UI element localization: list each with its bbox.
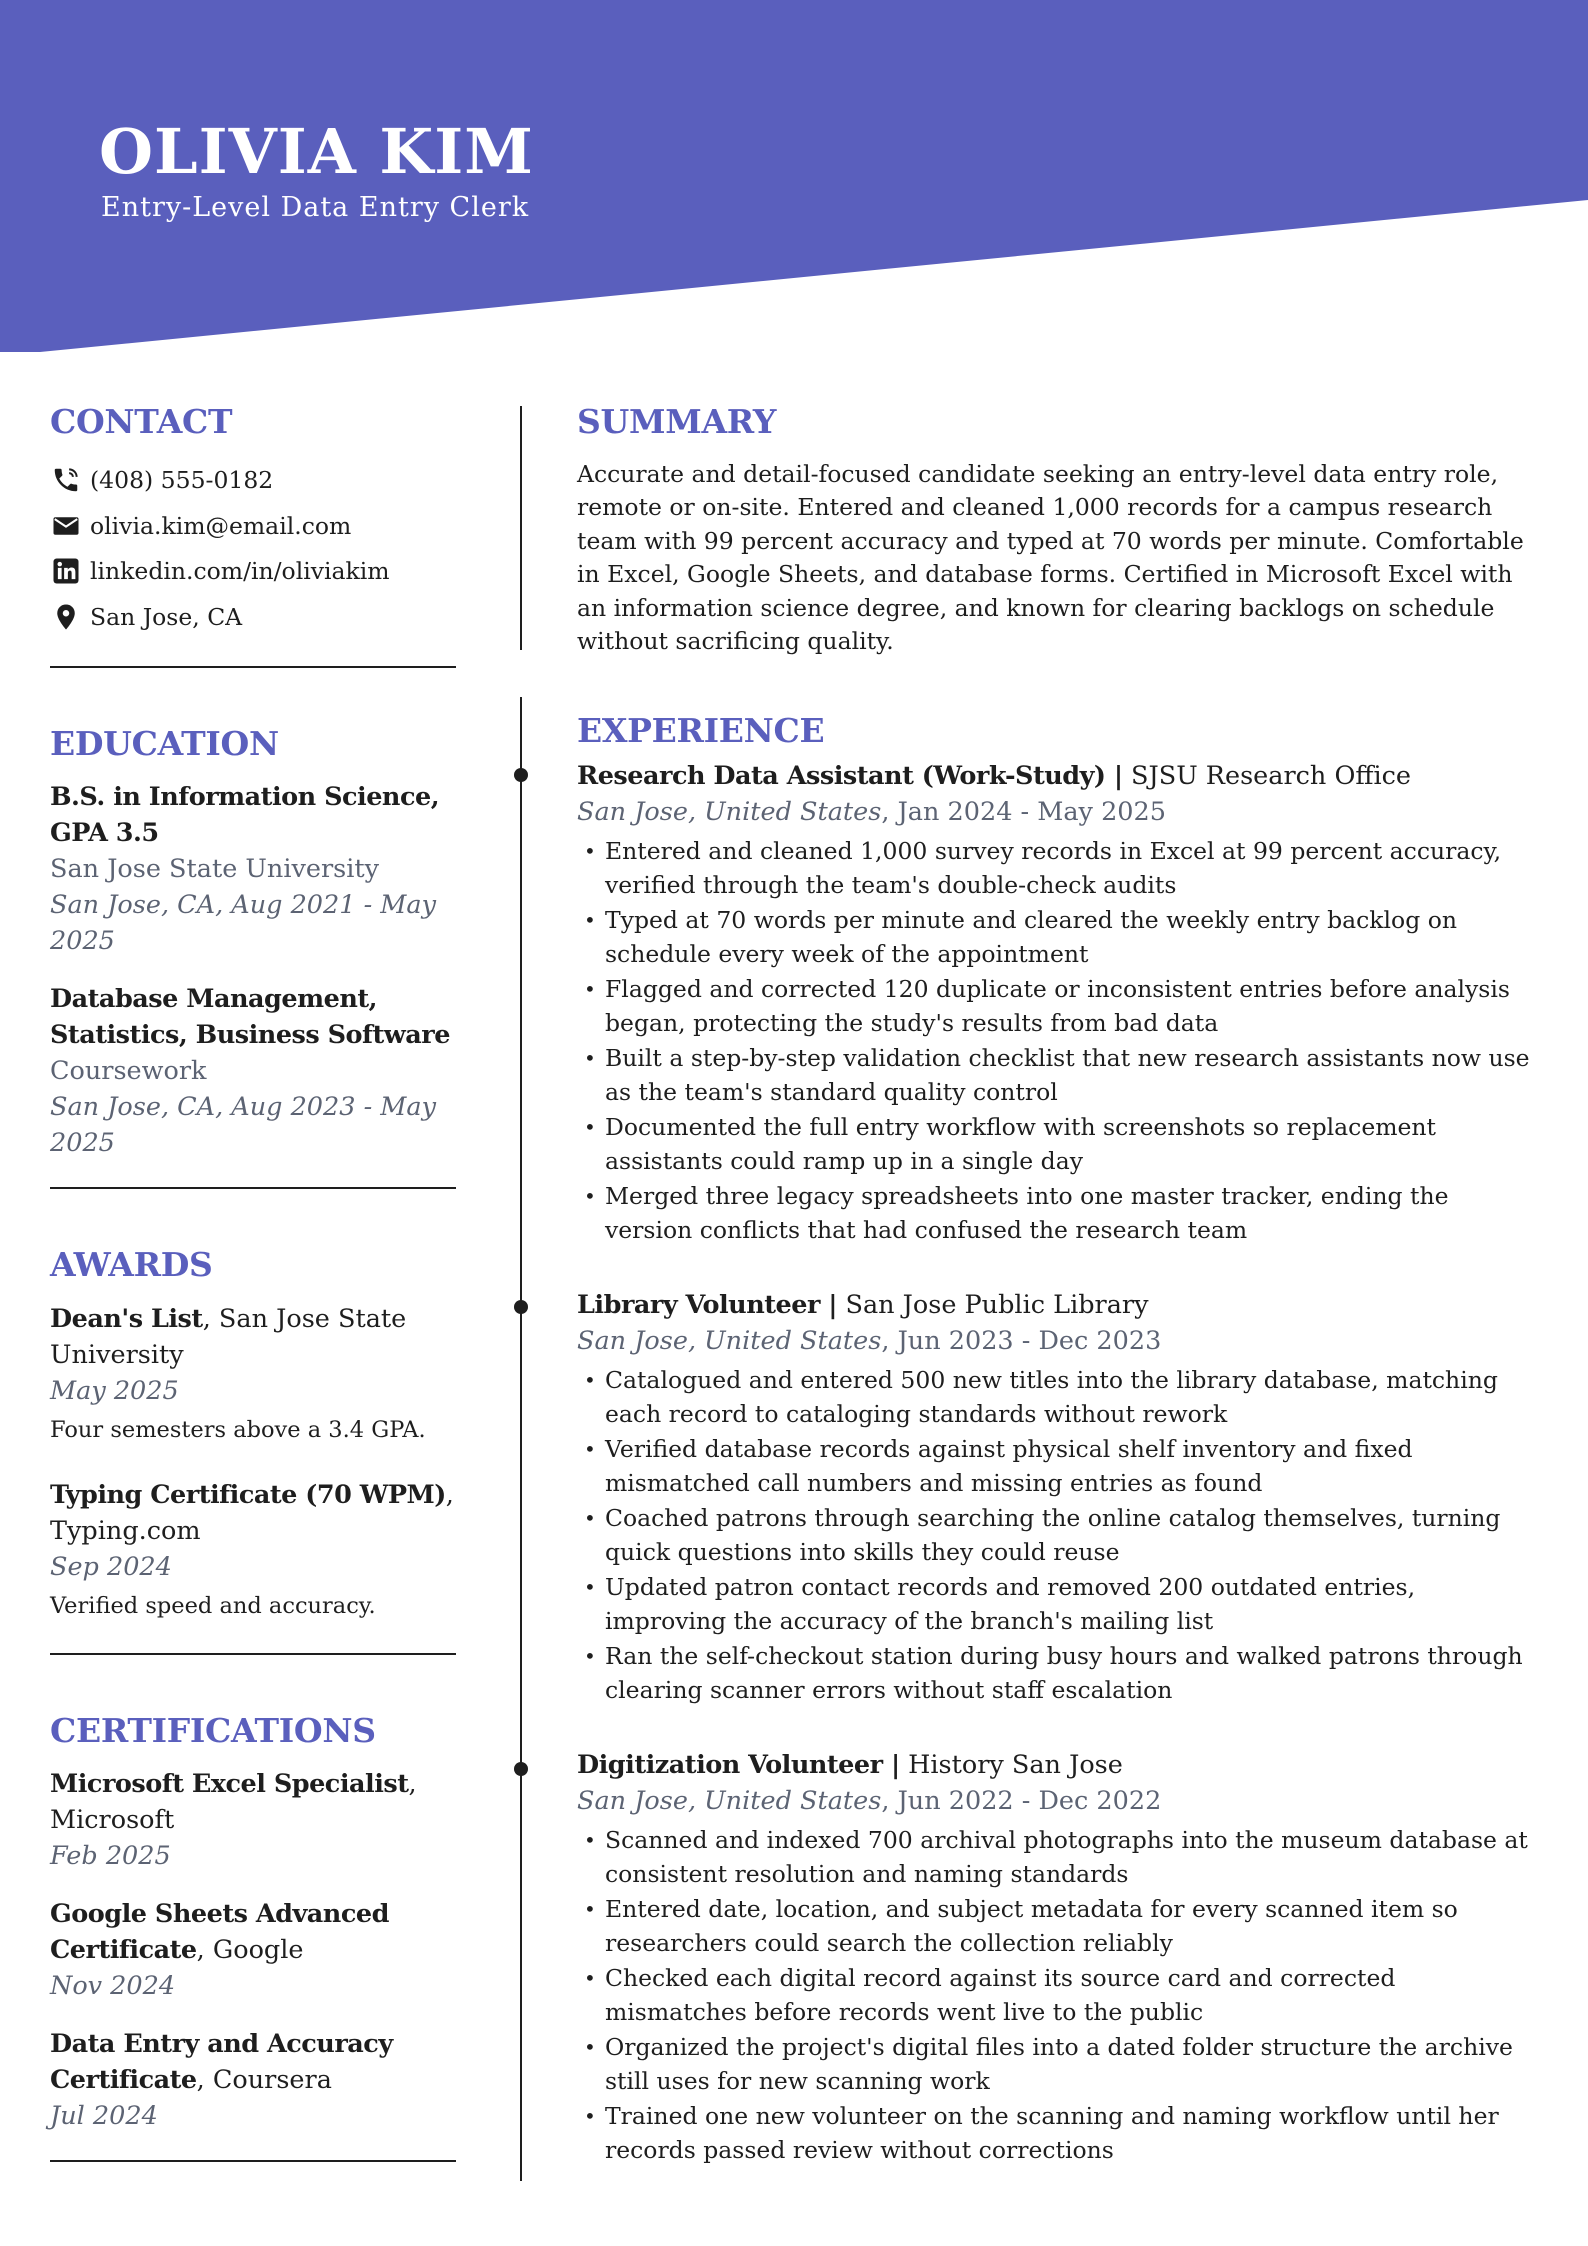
education-meta: San Jose, CA, Aug 2023 - May 2025	[50, 1092, 437, 1159]
awards-title: AWARDS	[50, 1245, 213, 1285]
job-bullet: • Documented the full entry workflow with screenshots so replacement assistants could ramp up in a single day	[577, 1110, 1537, 1178]
contact-location-text: San Jose, CA	[90, 602, 243, 631]
job-bullets	[577, 1823, 1537, 2167]
education-degree: Database Management, Statistics, Business Software	[50, 984, 450, 1051]
section-divider	[50, 1187, 456, 1189]
candidate-role: Entry-Level Data Entry Clerk	[101, 192, 530, 223]
job-bullet: • Merged three legacy spreadsheets into one master tracker, ending the version conflicts that had confused the research team	[577, 1179, 1537, 1247]
education-meta: San Jose, CA, Aug 2021 - May 2025	[50, 890, 437, 957]
experience-section	[577, 711, 1537, 2168]
education-entry	[50, 779, 456, 959]
certifications-title: CERTIFICATIONS	[50, 1710, 376, 1750]
certification-issuer: , Google	[196, 1935, 304, 1966]
contact-email-text: olivia.kim@email.com	[90, 511, 352, 540]
job-bullet: • Entered and cleaned 1,000 survey records in Excel at 99 percent accuracy, verified through the team's double-check audits	[577, 834, 1537, 902]
certification-name: Google Sheets Advanced Certificate	[50, 1899, 389, 1966]
awards-section	[50, 1245, 456, 1655]
summary-section	[577, 402, 1537, 659]
job-dates: , Jun 2023 - Dec 2023	[881, 1326, 1162, 1357]
timeline-dot	[514, 1762, 528, 1776]
job-bullets	[577, 834, 1537, 1247]
contact-title: CONTACT	[50, 402, 233, 441]
certification-date: Feb 2025	[50, 1841, 171, 1872]
job-separator: |	[882, 1750, 909, 1781]
phone-icon	[50, 464, 82, 496]
job-location: San Jose, United States	[577, 797, 882, 828]
experience-entry	[577, 1747, 1537, 2167]
job-bullet: • Checked each digital record against its source card and corrected mismatches before records went live to the public	[577, 1961, 1537, 2029]
education-entry	[50, 981, 456, 1161]
contact-list	[50, 458, 456, 640]
summary-title: SUMMARY	[577, 402, 777, 441]
job-bullet: • Verified database records against physical shelf inventory and fixed mismatched call numbers and missing entries as found	[577, 1432, 1537, 1500]
education-title: EDUCATION	[50, 723, 279, 763]
experience-title: EXPERIENCE	[577, 710, 825, 750]
award-entry	[50, 1477, 456, 1623]
job-bullet: • Organized the project's digital files into a dated folder structure the archive still uses for new scanning work	[577, 2030, 1537, 2098]
job-bullets	[577, 1363, 1537, 1707]
contact-section	[50, 402, 456, 668]
job-bullet: • Catalogued and entered 500 new titles into the library database, matching each record to cataloging standards without rework	[577, 1363, 1537, 1431]
email-icon	[50, 510, 82, 542]
job-org: SJSU Research Office	[1131, 761, 1412, 792]
job-bullet: • Typed at 70 words per minute and cleared the weekly entry backlog on schedule every week of the appointment	[577, 903, 1537, 971]
job-bullet: • Scanned and indexed 700 archival photographs into the museum database at consistent resolution and naming standards	[577, 1823, 1537, 1891]
section-divider	[50, 666, 456, 668]
contact-linkedin-text: linkedin.com/in/oliviakim	[90, 557, 390, 586]
job-location: San Jose, United States	[577, 1326, 882, 1357]
job-separator: |	[1105, 761, 1132, 792]
job-bullet: • Built a step-by-step validation checklist that new research assistants now use as the team's standard quality control	[577, 1041, 1537, 1109]
experience-entry	[577, 758, 1537, 1247]
award-issuer: , Typing.com	[50, 1479, 454, 1546]
sidebar	[50, 402, 456, 2162]
award-note: Verified speed and accuracy.	[50, 1592, 376, 1619]
award-date: Sep 2024	[50, 1551, 172, 1582]
certification-entry	[50, 2026, 456, 2134]
certification-issuer: , Coursera	[196, 2065, 332, 2096]
main-column	[577, 402, 1537, 2207]
location-icon	[50, 601, 82, 633]
job-bullet: • Updated patron contact records and removed 200 outdated entries, improving the accuracy of the branch's mailing list	[577, 1570, 1537, 1638]
certification-entry	[50, 1896, 456, 2004]
summary-text: Accurate and detail-focused candidate seeking an entry-level data entry role, remote or on-site. Entered and cleaned 1,000 records for a campus research team with 99 percent accuracy and typed at 70 words per minute. Comfortable in Excel, Google Sheets, and database forms. Certified in Microsoft Excel with an information science degree, and known for clearing backlogs on schedule without sacrificing quality.	[577, 459, 1524, 656]
job-title: Digitization Volunteer	[577, 1750, 883, 1781]
certification-name: Data Entry and Accuracy Certificate	[50, 2029, 393, 2096]
certification-issuer: , Microsoft	[50, 1769, 417, 1836]
certification-date: Nov 2024	[50, 1971, 176, 2002]
timeline-dot	[514, 768, 528, 782]
job-org: History San Jose	[908, 1750, 1123, 1781]
contact-email[interactable]	[50, 503, 456, 549]
job-bullet: • Flagged and corrected 120 duplicate or inconsistent entries before analysis began, protecting the study's results from bad data	[577, 972, 1537, 1040]
education-degree: B.S. in Information Science, GPA 3.5	[50, 782, 440, 849]
candidate-name: OLIVIA KIM	[99, 115, 534, 188]
job-location: San Jose, United States	[577, 1786, 882, 1817]
contact-location	[50, 594, 456, 640]
job-bullet: • Trained one new volunteer on the scanning and naming workflow until her records passed review without corrections	[577, 2099, 1537, 2167]
certification-entry	[50, 1766, 456, 1874]
certification-date: Jul 2024	[50, 2101, 158, 2132]
job-bullet: • Coached patrons through searching the online catalog themselves, turning quick questions into skills they could reuse	[577, 1501, 1537, 1569]
section-divider	[50, 1653, 456, 1655]
award-note: Four semesters above a 3.4 GPA.	[50, 1416, 426, 1443]
certification-name: Microsoft Excel Specialist	[50, 1769, 409, 1800]
job-bullet: • Entered date, location, and subject metadata for every scanned item so researchers could search the collection reliably	[577, 1892, 1537, 1960]
education-school: San Jose State University	[50, 854, 380, 885]
job-title: Library Volunteer	[577, 1290, 820, 1321]
education-school: Coursework	[50, 1056, 207, 1087]
job-dates: , Jan 2024 - May 2025	[881, 797, 1166, 828]
award-entry	[50, 1301, 456, 1447]
section-divider	[50, 2160, 456, 2162]
job-org: San Jose Public Library	[845, 1290, 1149, 1321]
contact-phone-text: (408) 555-0182	[90, 466, 274, 495]
contact-phone[interactable]	[50, 458, 456, 504]
job-bullet: • Ran the self-checkout station during busy hours and walked patrons through clearing scanner errors without staff escalation	[577, 1639, 1537, 1707]
column-divider	[520, 406, 522, 650]
education-section	[50, 724, 456, 1190]
job-title: Research Data Assistant (Work-Study)	[577, 761, 1106, 792]
award-name: Typing Certificate (70 WPM)	[50, 1479, 446, 1510]
contact-linkedin[interactable]	[50, 549, 456, 595]
timeline-dot	[514, 1300, 528, 1314]
award-date: May 2025	[50, 1375, 179, 1406]
experience-entry	[577, 1287, 1537, 1707]
timeline-line	[520, 697, 522, 2181]
job-separator: |	[819, 1290, 846, 1321]
job-dates: , Jun 2022 - Dec 2022	[881, 1786, 1162, 1817]
certifications-section	[50, 1711, 456, 2163]
award-name: Dean's List	[50, 1303, 203, 1334]
award-issuer: , San Jose State University	[50, 1303, 407, 1370]
linkedin-icon	[50, 555, 82, 587]
